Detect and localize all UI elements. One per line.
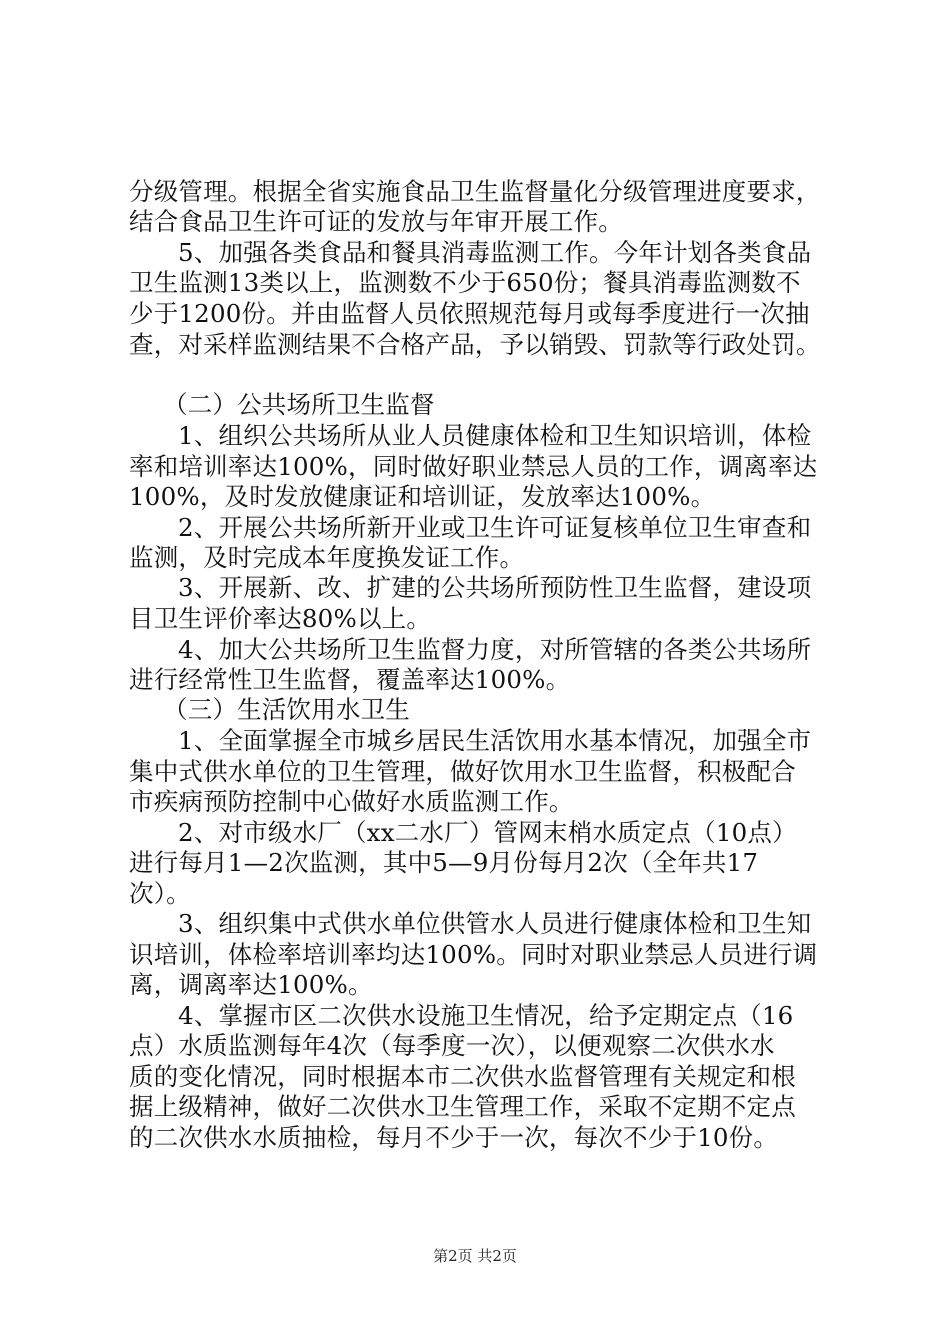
section-heading: （二）公共场所卫生监督 [163,390,435,419]
text-line: 卫生监测13类以上，监测数不少于650份；餐具消毒监测数不 [129,268,801,297]
text-line: 集中式供水单位的卫生管理，做好饮用水卫生监督，积极配合 [129,757,796,786]
section-heading: （三）生活饮用水卫生 [163,695,410,724]
text-line: 4、掌握市区二次供水设施卫生情况，给予定期定点（16 [178,1001,794,1030]
text-line: 1、全面掌握全市城乡居民生活饮用水基本情况，加强全市 [178,726,812,755]
text-line: 查，对采样监测结果不合格产品，予以销毁、罚款等行政处罚。 [129,330,821,359]
text-line: 识培训，体检率培训率均达100%。同时对职业禁忌人员进行调 [129,940,818,969]
text-line: 次）。 [129,879,191,908]
text-line: 进行经常性卫生监督，覆盖率达100%。 [129,665,571,694]
text-line: 2、对市级水厂（xx二水厂）管网末梢水质定点（10点） [178,818,797,847]
text-line: 100%，及时发放健康证和培训证，发放率达100%。 [129,482,716,511]
text-line: 质的变化情况，同时根据本市二次供水监督管理有关规定和根 [129,1062,796,1091]
text-line: 5、加强各类食品和餐具消毒监测工作。今年计划各类食品 [178,238,812,267]
text-line: 3、开展新、改、扩建的公共场所预防性卫生监督，建设项 [178,573,812,602]
text-line: 进行每月1—2次监测，其中5—9月份每月2次（全年共17 [129,848,759,877]
text-line: 据上级精神，做好二次供水卫生管理工作，采取不定期不定点 [129,1092,796,1121]
text-line: 市疾病预防控制中心做好水质监测工作。 [129,787,574,816]
text-line: 目卫生评价率达80%以上。 [129,604,432,633]
text-line: 结合食品卫生许可证的发放与年审开展工作。 [129,207,623,236]
text-line: 2、开展公共场所新开业或卫生许可证复核单位卫生审查和 [178,513,812,542]
text-line: 的二次供水水质抽检，每月不少于一次，每次不少于10份。 [129,1123,779,1152]
text-line: 率和培训率达100%，同时做好职业禁忌人员的工作，调离率达 [129,452,818,481]
page-number-footer: 第2页 共2页 [433,1247,517,1265]
text-line: 4、加大公共场所卫生监督力度，对所管辖的各类公共场所 [178,635,812,664]
text-line: 少于1200份。并由监督人员依照规范每月或每季度进行一次抽 [129,299,810,328]
text-line: 点）水质监测每年4次（每季度一次），以便观察二次供水水 [129,1031,775,1060]
text-line: 3、组织集中式供水单位供管水人员进行健康体检和卫生知 [178,909,812,938]
text-line: 监测，及时完成本年度换发证工作。 [129,543,525,572]
text-line: 离，调离率达100%。 [129,970,373,999]
text-line: 分级管理。根据全省实施食品卫生监督量化分级管理进度要求， [129,177,821,206]
text-line: 1、组织公共场所从业人员健康体检和卫生知识培训，体检 [178,421,812,450]
